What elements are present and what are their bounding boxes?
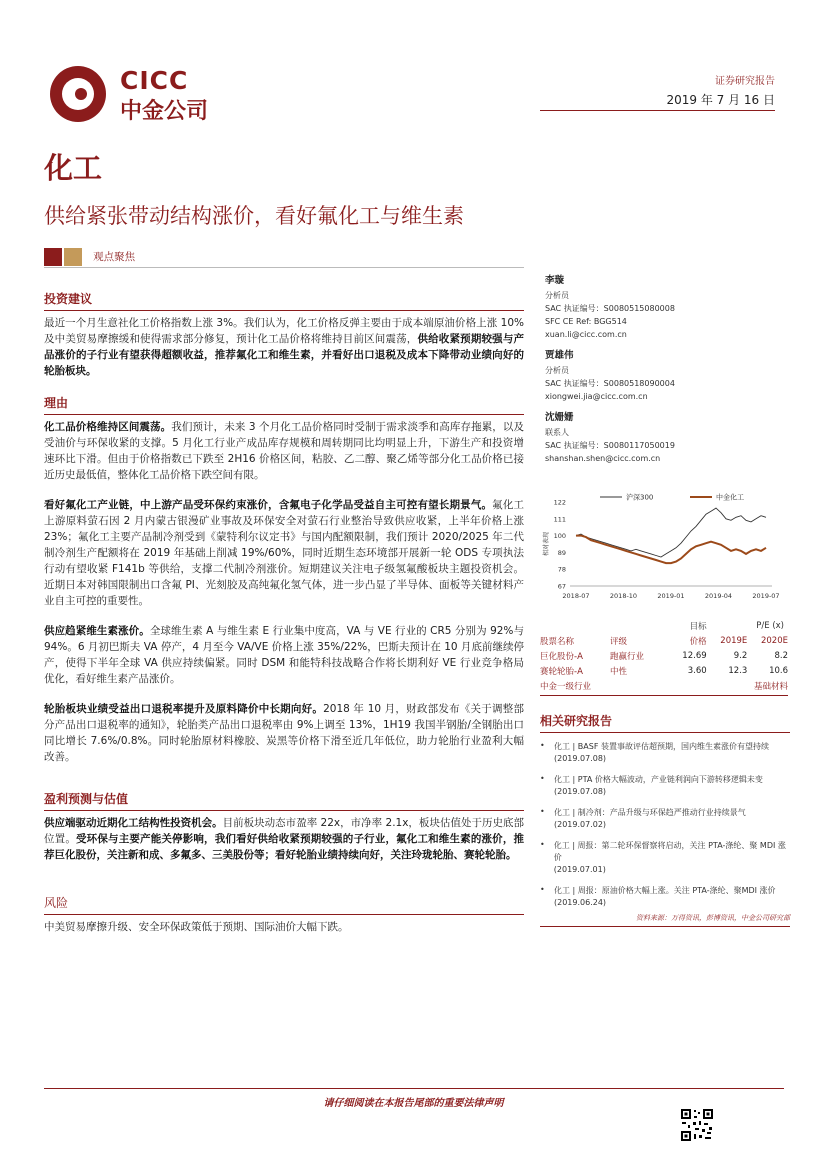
analyst-email[interactable]: shanshan.shen@cicc.com.cn: [545, 454, 661, 463]
forecast-heading-line: [44, 810, 524, 811]
analyst-sfc: SFC CE Ref: BGG514: [545, 317, 627, 326]
list-item[interactable]: • 化工 | 制冷剂：产品升级与环保趋严推动行业持续景气 (2019.07.02): [540, 807, 746, 829]
tag-square-red: [44, 248, 62, 266]
list-item[interactable]: • 化工 | 周报：原油价格大幅上涨。关注 PTA-涤纶、聚MDI 涨价 (2019.06.24): [540, 885, 776, 907]
footer-disclaimer[interactable]: 请仔细阅读在本报告尾部的重要法律声明: [323, 1098, 504, 1109]
reason-paragraph-4: 轮胎板块业绩受益出口退税率提升及原料降价中长期向好。2018 年 10 月，财政部发布《关于调整部分产品出口退税率的通知》，轮胎类产品出口退税率由 9%上调至 13%，1H19 我国半钢胎/全钢胎出口同比增长 7.6%/0.8%。同时轮胎原材料橡胶、炭黑等价格下滑至近几年低位，助力轮胎行业盈利大幅改善。: [44, 703, 524, 763]
table-row: [540, 663, 788, 678]
stock-price: 12.69: [682, 650, 707, 661]
logo-text: CICC: [120, 66, 189, 95]
y-tick-label: 67: [557, 582, 566, 591]
bullet-icon: •: [540, 885, 545, 894]
section-forecast: [44, 790, 524, 863]
stock-pe-2020: 10.6: [769, 665, 788, 676]
bullet-icon: •: [540, 774, 545, 783]
header-target: 目标: [689, 621, 707, 632]
x-tick-label: 2019-01: [657, 592, 685, 600]
col-2020e: 2020E: [760, 635, 788, 646]
headline: 供给紧张带动结构涨价，看好氟化工与维生素: [44, 204, 464, 228]
stock-name: 赛轮轮胎-A: [540, 666, 583, 677]
performance-chart: [540, 490, 780, 610]
section-invest: [44, 290, 524, 379]
tag-square-gold: [64, 248, 82, 266]
related-reports: [540, 712, 790, 927]
tag-label: 观点聚焦: [93, 251, 136, 263]
industry-title: 化工: [44, 151, 103, 185]
bullet-icon: •: [540, 840, 545, 849]
invest-heading: 投资建议: [44, 292, 93, 306]
y-tick-label: 89: [557, 548, 566, 557]
analyst-email[interactable]: xuan.li@cicc.com.cn: [545, 330, 627, 339]
stock-rating: 跑赢行业: [610, 651, 645, 662]
x-tick-label: 2018-07: [562, 592, 590, 600]
analyst-sac: SAC 执证编号：S0080117050019: [545, 441, 675, 450]
analyst-card: [545, 347, 780, 403]
analyst-card: [545, 409, 780, 465]
list-item[interactable]: • 化工 | 周报：第二轮环保督察将启动，关注 PTA-涤纶、聚 MDI 涨价 (2019.07.01): [540, 840, 786, 874]
y-tick-label: 100: [553, 532, 566, 541]
related-bottom-line: [540, 926, 790, 927]
qr-code-icon: [680, 1108, 714, 1142]
invest-paragraph: 最近一个月生意社化工价格指数上涨 3%。我们认为，化工价格反弹主要由于成本端原油价格上涨 10%及中美贸易摩擦缓和使得需求部分修复，预计化工品价格将维持目前区间震荡，供给收紧预期较强与产品涨价的子行业有望获得超额收益，推荐氟化工和维生素，并看好出口退税及成本下降带动业绩向好的轮胎板块。: [44, 317, 525, 377]
analyst-role: 分析员: [545, 366, 569, 375]
analyst-role: 联系人: [545, 428, 569, 437]
risk-heading-line: [44, 914, 524, 915]
analyst-sac: SAC 执证编号：S0080515080008: [545, 304, 675, 313]
risk-heading: 风险: [44, 896, 69, 910]
analyst-name: 贾雄伟: [545, 350, 574, 361]
bullet-icon: •: [540, 741, 545, 750]
table-footer-right: 基础材料: [753, 681, 788, 692]
header-pe: P/E (x): [756, 620, 784, 631]
logo-cn: 中金公司: [120, 99, 209, 124]
legend-label: 中金化工: [716, 493, 744, 502]
x-tick-label: 2018-10: [609, 592, 638, 600]
footer-line: [44, 1088, 784, 1089]
col-stock: 股票名称: [540, 636, 575, 647]
table-footer-left: 中金一级行业: [540, 681, 592, 692]
col-2019e: 2019E: [720, 635, 748, 646]
reason-heading-line: [44, 414, 524, 415]
performance-chart-svg: [540, 490, 780, 610]
col-rating: 评级: [610, 636, 628, 647]
x-tick-label: 2019-07: [752, 592, 780, 600]
invest-heading-line: [44, 310, 524, 311]
y-axis-label: 相对表现: [543, 531, 550, 557]
analyst-name: 李璇: [545, 275, 565, 286]
tag-divider: [44, 267, 524, 268]
stock-pe-2020: 8.2: [774, 650, 788, 661]
analyst-card: [545, 272, 780, 341]
bullet-icon: •: [540, 807, 545, 816]
y-tick-label: 111: [553, 515, 566, 524]
stock-pe-2019: 12.3: [728, 665, 748, 676]
stock-table: [540, 618, 788, 696]
section-risk: [44, 894, 524, 935]
report-date: 2019 年 7 月 16 日: [666, 93, 775, 107]
report-type: 证券研究报告: [715, 76, 775, 87]
risk-paragraph: 中美贸易摩擦升级、安全环保政策低于预期、国际油价大幅下跌。: [44, 921, 349, 933]
stock-price: 3.60: [687, 665, 707, 676]
analyst-list: [545, 272, 780, 465]
reason-heading: 理由: [44, 396, 69, 410]
forecast-paragraph: 供应端驱动近期化工结构性投资机会。目前板块动态市盈率 22x，市净率 2.1x，板块估值处于历史底部位置。受环保与主要产能关停影响，我们看好供给收紧预期较强的子行业，氟化工和维生素的涨价，推荐巨化股份，关注新和成、多氟多、三美股份等；看好轮胎业绩持续向好，关注玲珑轮胎、赛轮轮胎。: [44, 817, 525, 861]
related-heading: 相关研究报告: [540, 714, 613, 728]
tag-block: [44, 246, 135, 266]
stock-rating: 中性: [610, 666, 628, 677]
stock-pe-2019: 9.2: [733, 650, 748, 661]
source-note: 资料来源：万得资讯，彭博资讯，中金公司研究部: [636, 914, 790, 922]
analyst-name: 沈姗姗: [545, 412, 574, 423]
table-row: [540, 648, 788, 663]
legend-label: 沪深300: [626, 493, 654, 502]
analyst-role: 分析员: [545, 291, 569, 300]
reason-paragraph-1: 化工品价格维持区间震荡。我们预计，未来 3 个月化工品价格同时受制于需求淡季和高库存拖累，以及受油价与环保收紧的支撑。5 月化工行业产成品库存规模和周转期同比均明显上升，下游生产和投资增速环比下滑。但由于价格指数已下跌至 2H16 价格区间，粘胶、乙二醇、聚乙烯等部分化工品价格已接近历史最低值，整体化工品价格下跌空间有限。: [44, 421, 525, 481]
table-divider: [540, 695, 788, 696]
forecast-heading: 盈利预测与估值: [44, 792, 129, 806]
header-divider: [540, 110, 775, 111]
reason-paragraph-3: 供应趋紧维生素涨价。全球维生素 A 与维生素 E 行业集中度高，VA 与 VE 行业的 CR5 分别为 92%与 94%。6 月初巴斯夫 VA 停产，4 月至今 VA/VE 价格上涨 35%/22%，巴斯夫预计在 10 月底前继续停产，使得下半年全球 VA 供应持续偏紧。同时 DSM 和能特科技战略合作将长期利好 VE 行业竞争格局优化，看好维生素产品涨价。: [44, 625, 524, 685]
analyst-email[interactable]: xiongwei.jia@cicc.com.cn: [545, 392, 648, 401]
reason-paragraph-2: 看好氟化工产业链，中上游产品受环保约束涨价，含氟电子化学品受益自主可控有望长期景气。氟化工上游原料萤石因 2 月内蒙古银漫矿业事故及环保安全对萤石行业整治导致供应收紧，上半年价格上涨 23%；氟化工主要产品制冷剂受到《蒙特利尔议定书》与国内配额限制，我们预计 2020/2025 年二代制冷剂生产配额将在 2019 年基础上削减 19%/60%，同时近期生态环境部开展新一轮 ODS 专项执法行动有望收紧 F141b 等供给，支撑二代制冷剂涨价。短期建议关注电子级氢氟酸板块主题投资机会。近期日本对韩国限制出口含氟 PI、光刻胶及高纯氟化氢气体，进一步凸显了半导体、面板等关键材料产业自主可控的重要性。: [44, 499, 525, 607]
cicc-logo-icon: [48, 64, 108, 124]
stock-name: 巨化股份-A: [540, 651, 583, 662]
list-item[interactable]: • 化工 | PTA 价格大幅波动，产业链利润向下游转移逻辑未变 (2019.07.08): [540, 774, 763, 796]
x-tick-label: 2019-04: [704, 592, 733, 600]
col-price: 价格: [689, 636, 707, 647]
series-line-cicc-chem: [576, 536, 766, 564]
section-reason: [44, 394, 524, 765]
list-item[interactable]: • 化工 | BASF 装置事故评估超预期，国内维生素涨价有望持续 (2019.07.08): [540, 741, 769, 763]
y-tick-label: 122: [553, 498, 566, 507]
y-tick-label: 78: [557, 565, 566, 574]
logo: [48, 64, 228, 124]
analyst-sac: SAC 执证编号：S0080518090004: [545, 379, 675, 388]
related-heading-line: [540, 732, 790, 733]
